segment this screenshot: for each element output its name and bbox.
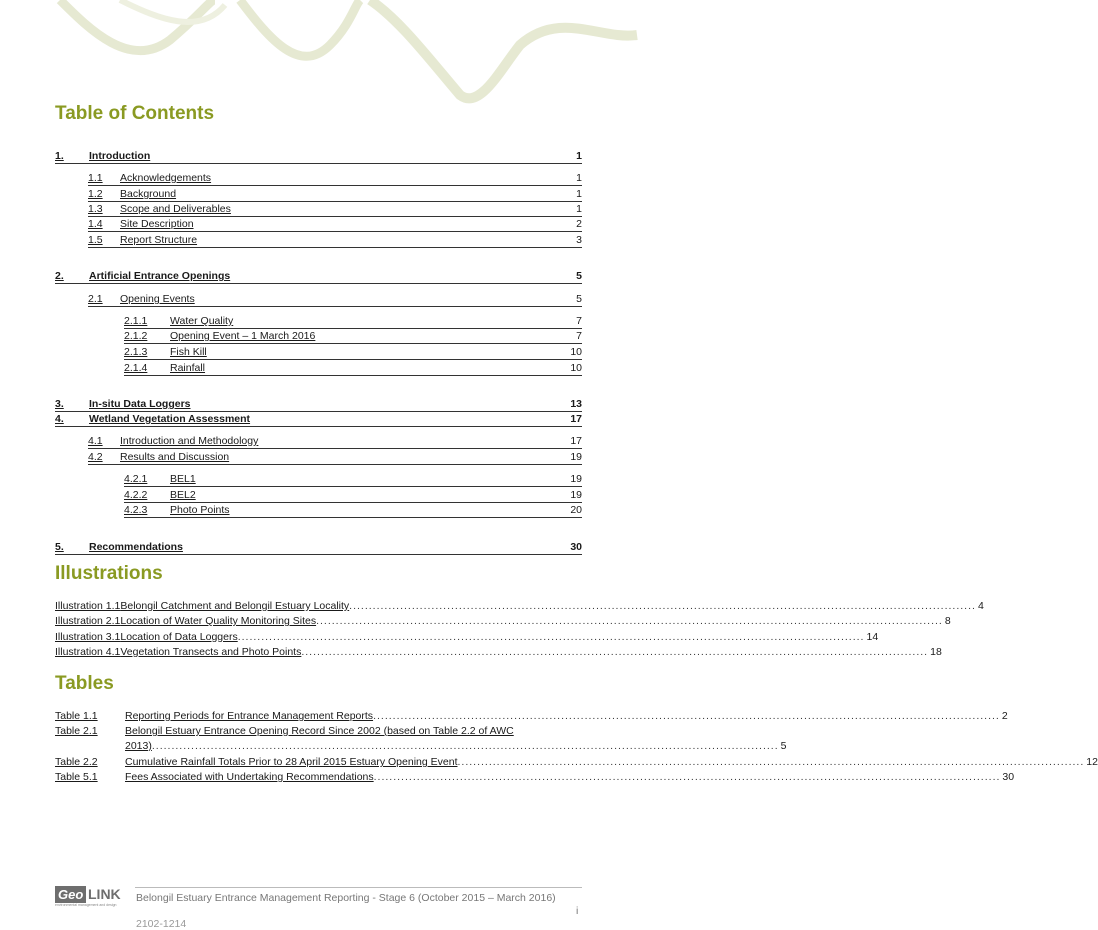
table-page: 2 (1001, 710, 1008, 722)
illustration-label: Illustration 2.1 (55, 615, 121, 627)
toc-entry-page: 7 (576, 315, 582, 327)
table-title: Belongil Estuary Entrance Opening Record Since 2002 (based on Table 2.2 of AWC (125, 725, 514, 737)
toc-entry-title: Photo Points (170, 504, 230, 516)
toc-entry-number: 1. (55, 150, 64, 162)
footer-page-number: i (576, 905, 579, 917)
table-label: Table 2.1 (55, 725, 98, 737)
toc-entry-number: 1.5 (88, 234, 103, 246)
toc-entry-page: 19 (570, 473, 582, 485)
toc-entry[interactable] (55, 541, 582, 555)
table-entry[interactable] (55, 770, 1015, 785)
toc-entry[interactable] (88, 218, 582, 232)
toc-entry-page: 3 (576, 234, 582, 246)
illustration-entry[interactable] (55, 600, 984, 613)
toc-entry-number: 2.1.4 (124, 362, 148, 374)
toc-entry-page: 20 (570, 504, 582, 516)
toc-entry-page: 17 (570, 435, 582, 447)
toc-entry-page: 30 (570, 541, 582, 553)
illustration-text (120, 631, 864, 644)
illustration-entry[interactable] (55, 631, 879, 644)
toc-entry[interactable] (55, 270, 582, 284)
table-page: 5 (780, 740, 787, 752)
toc-entry-page: 1 (576, 188, 582, 200)
dot-leader: ................................................................................................................................................................ (349, 600, 976, 612)
table-title: Cumulative Rainfall Totals Prior to 28 April 2015 Estuary Opening Event (125, 756, 458, 768)
illustration-entry[interactable] (55, 646, 942, 659)
toc-entry[interactable] (88, 203, 582, 217)
illustration-label: Illustration 4.1 (55, 646, 121, 658)
toc-entry[interactable] (124, 473, 582, 487)
toc-entry-title: Opening Events (120, 293, 195, 305)
illustration-page: 8 (944, 615, 951, 627)
toc-entry-title: Opening Event – 1 March 2016 (170, 330, 316, 342)
toc-entry-number: 5. (55, 541, 64, 553)
table-entry[interactable] (55, 709, 1008, 724)
table-entry-body (125, 724, 787, 754)
toc-entry[interactable] (88, 451, 582, 465)
toc-entry-page: 19 (570, 451, 582, 463)
toc-entry-title: Water Quality (170, 315, 234, 327)
toc-entry[interactable] (88, 188, 582, 202)
table-title-row (125, 709, 1008, 724)
toc-entry-page: 1 (576, 172, 582, 184)
table-title: 2013) (125, 740, 152, 752)
toc-entry-number: 1.1 (88, 172, 103, 184)
toc-entry-number: 2.1.2 (124, 330, 148, 342)
toc-entry[interactable] (88, 234, 582, 248)
footer-project-code: 2102-1214 (136, 918, 187, 930)
illustration-title: Vegetation Transects and Photo Points (120, 646, 302, 658)
toc-entry-title: Site Description (120, 218, 194, 230)
logo-link-text: LINK (88, 886, 121, 902)
table-label: Table 1.1 (55, 710, 98, 722)
toc-entry[interactable] (124, 504, 582, 518)
toc-entry-title: Rainfall (170, 362, 206, 374)
dot-leader: ................................................................................................................................................................ (237, 631, 865, 643)
table-label: Table 5.1 (55, 771, 98, 783)
toc-entry-title: Acknowledgements (120, 172, 212, 184)
toc-entry-page: 13 (570, 398, 582, 410)
table-label: Table 2.2 (55, 756, 98, 768)
toc-entry-title: Fish Kill (170, 346, 207, 358)
geolink-logo (55, 886, 125, 910)
table-title-row (125, 755, 1098, 770)
dot-leader: ................................................................................................................................................................ (373, 771, 1001, 783)
table-title-row (125, 770, 1015, 785)
illustration-label: Illustration 1.1 (55, 600, 121, 612)
toc-entry-title: BEL2 (170, 489, 196, 501)
toc-entry[interactable] (55, 150, 582, 164)
toc-entry-title: Results and Discussion (120, 451, 230, 463)
illustration-text (120, 615, 942, 628)
toc-entry[interactable] (124, 489, 582, 503)
toc-entry-number: 2.1.1 (124, 315, 148, 327)
illustration-page: 4 (977, 600, 984, 612)
toc-entry[interactable] (124, 346, 582, 360)
toc-entry-number: 2.1 (88, 293, 103, 305)
toc-entry-number: 1.3 (88, 203, 103, 215)
toc-entry-number: 4.2 (88, 451, 103, 463)
illustration-title: Location of Data Loggers (120, 631, 238, 643)
toc-entry-title: In-situ Data Loggers (89, 398, 191, 410)
toc-entry-title: Introduction (89, 150, 151, 162)
toc-entry[interactable] (124, 330, 582, 344)
illustration-text (120, 646, 928, 659)
toc-entry-page: 10 (570, 362, 582, 374)
toc-entry[interactable] (88, 172, 582, 186)
header-swoosh-graphic (0, 0, 637, 110)
table-entry-body (125, 755, 1098, 770)
illustrations-heading: Illustrations (55, 563, 163, 584)
toc-entry-page: 5 (576, 270, 582, 282)
toc-entry[interactable] (124, 315, 582, 329)
toc-entry-number: 1.2 (88, 188, 103, 200)
table-title-row (125, 739, 787, 754)
toc-entry-number: 4.1 (88, 435, 103, 447)
table-page: 30 (1002, 771, 1015, 783)
illustration-text (120, 600, 976, 613)
dot-leader: ................................................................................................................................................................ (457, 756, 1085, 768)
tables-heading: Tables (55, 673, 114, 694)
dot-leader: ................................................................................................................................................................ (316, 615, 943, 627)
toc-entry-title: BEL1 (170, 473, 196, 485)
toc-entry-number: 4.2.3 (124, 504, 148, 516)
toc-entry-title: Introduction and Methodology (120, 435, 259, 447)
toc-entry-page: 1 (576, 150, 582, 162)
toc-entry-number: 3. (55, 398, 64, 410)
toc-entry[interactable] (55, 413, 582, 427)
illustration-title: Location of Water Quality Monitoring Sites (120, 615, 317, 627)
toc-entry-page: 7 (576, 330, 582, 342)
table-title-row (125, 724, 582, 739)
toc-entry-title: Report Structure (120, 234, 198, 246)
toc-entry-title: Artificial Entrance Openings (89, 270, 231, 282)
table-entry-body (125, 770, 1015, 785)
toc-entry[interactable] (124, 362, 582, 376)
table-entry-body (125, 709, 1008, 724)
toc-entry-number: 4. (55, 413, 64, 425)
toc-entry[interactable] (88, 293, 582, 307)
toc-entry[interactable] (88, 435, 582, 449)
table-page: 12 (1086, 756, 1098, 768)
toc-entry-page: 1 (576, 203, 582, 215)
toc-entry-number: 4.2.2 (124, 489, 148, 501)
table-title: Reporting Periods for Entrance Management Reports (125, 710, 374, 722)
toc-entry-number: 1.4 (88, 218, 103, 230)
toc-entry-page: 10 (570, 346, 582, 358)
footer-report-title: Belongil Estuary Entrance Management Reporting - Stage 6 (October 2015 – March 2016) (136, 892, 556, 904)
illustration-label: Illustration 3.1 (55, 631, 121, 643)
logo-tagline: environmental management and design (55, 903, 117, 907)
toc-entry-title: Wetland Vegetation Assessment (89, 413, 251, 425)
toc-entry[interactable] (55, 398, 582, 412)
table-entry[interactable] (55, 755, 1098, 770)
toc-entry-page: 19 (570, 489, 582, 501)
toc-entry-title: Background (120, 188, 177, 200)
table-entry[interactable] (55, 724, 787, 754)
illustration-page: 18 (930, 646, 942, 658)
illustration-page: 14 (866, 631, 879, 643)
toc-entry-title: Scope and Deliverables (120, 203, 231, 215)
illustration-title: Belongil Catchment and Belongil Estuary Locality (120, 600, 350, 612)
table-title: Fees Associated with Undertaking Recommendations (125, 771, 374, 783)
illustration-entry[interactable] (55, 615, 951, 628)
toc-entry-page: 2 (576, 218, 582, 230)
toc-entry-number: 2.1.3 (124, 346, 148, 358)
toc-entry-number: 2. (55, 270, 64, 282)
dot-leader: ................................................................................................................................................................ (301, 646, 929, 658)
toc-entry-number: 4.2.1 (124, 473, 148, 485)
toc-entry-page: 17 (570, 413, 582, 425)
toc-heading: Table of Contents (55, 103, 215, 124)
toc-entry-page: 5 (576, 293, 582, 305)
toc-entry-title: Recommendations (89, 541, 183, 553)
dot-leader: ................................................................................................................................................................ (373, 710, 1000, 722)
footer-divider (135, 887, 582, 888)
logo-geo-text: Geo (55, 886, 86, 903)
dot-leader: ................................................................................................................................................................ (151, 740, 779, 752)
